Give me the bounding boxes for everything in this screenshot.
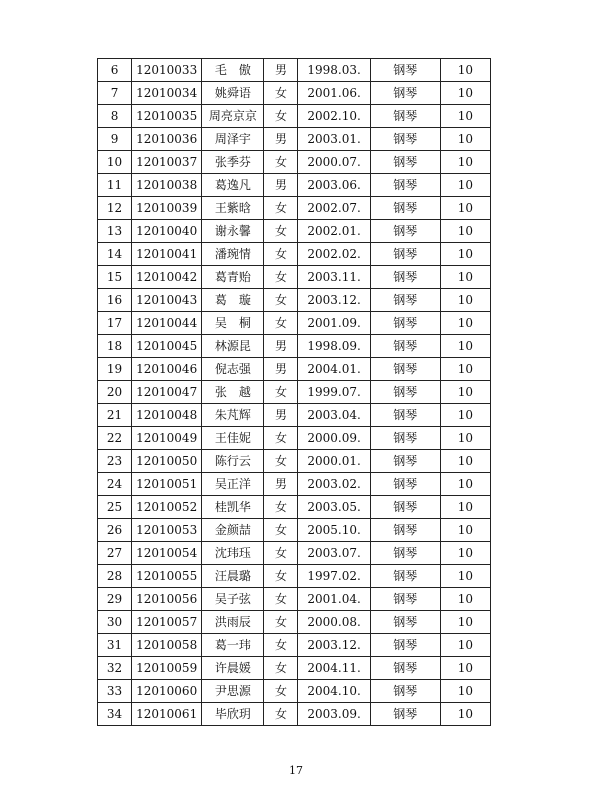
student-id-cell: 12010033: [132, 59, 202, 82]
birth-date-cell: 2003.04.: [298, 404, 370, 427]
score-cell: 10: [440, 82, 490, 105]
score-cell: 10: [440, 565, 490, 588]
score-cell: 10: [440, 404, 490, 427]
row-number-cell: 6: [98, 59, 132, 82]
student-name-cell: 潘琬情: [202, 243, 264, 266]
student-name-cell: 毛 傲: [202, 59, 264, 82]
row-number-cell: 25: [98, 496, 132, 519]
birth-date-cell: 2000.07.: [298, 151, 370, 174]
table-row: [98, 59, 491, 82]
gender-cell: 女: [264, 542, 298, 565]
gender-cell: 女: [264, 82, 298, 105]
student-id-cell: 12010037: [132, 151, 202, 174]
student-name-cell: 林源昆: [202, 335, 264, 358]
row-number-cell: 26: [98, 519, 132, 542]
student-name-cell: 金颜喆: [202, 519, 264, 542]
birth-date-cell: 2003.07.: [298, 542, 370, 565]
instrument-cell: 钢琴: [370, 611, 440, 634]
instrument-cell: 钢琴: [370, 404, 440, 427]
student-id-cell: 12010047: [132, 381, 202, 404]
gender-cell: 女: [264, 611, 298, 634]
instrument-cell: 钢琴: [370, 703, 440, 726]
instrument-cell: 钢琴: [370, 657, 440, 680]
score-cell: 10: [440, 174, 490, 197]
row-number-cell: 24: [98, 473, 132, 496]
gender-cell: 女: [264, 565, 298, 588]
instrument-cell: 钢琴: [370, 427, 440, 450]
instrument-cell: 钢琴: [370, 358, 440, 381]
student-name-cell: 吴 桐: [202, 312, 264, 335]
score-cell: 10: [440, 381, 490, 404]
score-cell: 10: [440, 243, 490, 266]
birth-date-cell: 2001.04.: [298, 588, 370, 611]
birth-date-cell: 2000.01.: [298, 450, 370, 473]
gender-cell: 女: [264, 519, 298, 542]
roster-body: [98, 59, 491, 726]
table-row: [98, 82, 491, 105]
gender-cell: 女: [264, 588, 298, 611]
student-id-cell: 12010060: [132, 680, 202, 703]
row-number-cell: 13: [98, 220, 132, 243]
student-name-cell: 吴正洋: [202, 473, 264, 496]
instrument-cell: 钢琴: [370, 473, 440, 496]
score-cell: 10: [440, 335, 490, 358]
instrument-cell: 钢琴: [370, 197, 440, 220]
gender-cell: 女: [264, 427, 298, 450]
student-name-cell: 许晨媛: [202, 657, 264, 680]
page-number: 17: [289, 764, 303, 777]
gender-cell: 女: [264, 450, 298, 473]
score-cell: 10: [440, 312, 490, 335]
gender-cell: 女: [264, 266, 298, 289]
birth-date-cell: 1998.09.: [298, 335, 370, 358]
birth-date-cell: 1998.03.: [298, 59, 370, 82]
row-number-cell: 22: [98, 427, 132, 450]
score-cell: 10: [440, 657, 490, 680]
instrument-cell: 钢琴: [370, 105, 440, 128]
score-cell: 10: [440, 588, 490, 611]
score-cell: 10: [440, 450, 490, 473]
table-row: [98, 542, 491, 565]
table-row: [98, 151, 491, 174]
table-row: [98, 220, 491, 243]
table-row: [98, 565, 491, 588]
gender-cell: 女: [264, 381, 298, 404]
birth-date-cell: 2003.02.: [298, 473, 370, 496]
birth-date-cell: 2003.12.: [298, 289, 370, 312]
table-row: [98, 243, 491, 266]
birth-date-cell: 2002.10.: [298, 105, 370, 128]
gender-cell: 女: [264, 657, 298, 680]
instrument-cell: 钢琴: [370, 565, 440, 588]
student-id-cell: 12010046: [132, 358, 202, 381]
student-name-cell: 吴子弦: [202, 588, 264, 611]
birth-date-cell: 2001.06.: [298, 82, 370, 105]
birth-date-cell: 2000.08.: [298, 611, 370, 634]
row-number-cell: 27: [98, 542, 132, 565]
student-id-cell: 12010044: [132, 312, 202, 335]
student-roster-table: [97, 58, 491, 726]
row-number-cell: 20: [98, 381, 132, 404]
student-name-cell: 葛青贻: [202, 266, 264, 289]
birth-date-cell: 2002.07.: [298, 197, 370, 220]
row-number-cell: 23: [98, 450, 132, 473]
instrument-cell: 钢琴: [370, 680, 440, 703]
student-id-cell: 12010036: [132, 128, 202, 151]
table-row: [98, 197, 491, 220]
student-name-cell: 倪志强: [202, 358, 264, 381]
instrument-cell: 钢琴: [370, 59, 440, 82]
table-row: [98, 473, 491, 496]
score-cell: 10: [440, 266, 490, 289]
score-cell: 10: [440, 611, 490, 634]
student-id-cell: 12010034: [132, 82, 202, 105]
row-number-cell: 21: [98, 404, 132, 427]
row-number-cell: 14: [98, 243, 132, 266]
birth-date-cell: 2004.01.: [298, 358, 370, 381]
student-name-cell: 沈玮珏: [202, 542, 264, 565]
gender-cell: 女: [264, 197, 298, 220]
birth-date-cell: 2003.12.: [298, 634, 370, 657]
instrument-cell: 钢琴: [370, 335, 440, 358]
table-row: [98, 128, 491, 151]
score-cell: 10: [440, 496, 490, 519]
row-number-cell: 7: [98, 82, 132, 105]
row-number-cell: 8: [98, 105, 132, 128]
instrument-cell: 钢琴: [370, 634, 440, 657]
instrument-cell: 钢琴: [370, 588, 440, 611]
gender-cell: 女: [264, 312, 298, 335]
gender-cell: 男: [264, 335, 298, 358]
table-row: [98, 312, 491, 335]
birth-date-cell: 2005.10.: [298, 519, 370, 542]
student-name-cell: 王佳妮: [202, 427, 264, 450]
row-number-cell: 29: [98, 588, 132, 611]
row-number-cell: 12: [98, 197, 132, 220]
gender-cell: 女: [264, 289, 298, 312]
student-id-cell: 12010045: [132, 335, 202, 358]
score-cell: 10: [440, 105, 490, 128]
instrument-cell: 钢琴: [370, 266, 440, 289]
score-cell: 10: [440, 473, 490, 496]
student-id-cell: 12010058: [132, 634, 202, 657]
score-cell: 10: [440, 634, 490, 657]
instrument-cell: 钢琴: [370, 312, 440, 335]
row-number-cell: 34: [98, 703, 132, 726]
student-id-cell: 12010040: [132, 220, 202, 243]
score-cell: 10: [440, 128, 490, 151]
row-number-cell: 30: [98, 611, 132, 634]
row-number-cell: 31: [98, 634, 132, 657]
score-cell: 10: [440, 427, 490, 450]
score-cell: 10: [440, 151, 490, 174]
birth-date-cell: 2000.09.: [298, 427, 370, 450]
birth-date-cell: 2004.10.: [298, 680, 370, 703]
birth-date-cell: 2003.09.: [298, 703, 370, 726]
student-name-cell: 葛逸凡: [202, 174, 264, 197]
table-row: [98, 105, 491, 128]
instrument-cell: 钢琴: [370, 220, 440, 243]
student-id-cell: 12010035: [132, 105, 202, 128]
student-id-cell: 12010038: [132, 174, 202, 197]
instrument-cell: 钢琴: [370, 151, 440, 174]
row-number-cell: 33: [98, 680, 132, 703]
student-id-cell: 12010043: [132, 289, 202, 312]
student-name-cell: 姚舜语: [202, 82, 264, 105]
gender-cell: 男: [264, 404, 298, 427]
student-name-cell: 桂凯华: [202, 496, 264, 519]
instrument-cell: 钢琴: [370, 243, 440, 266]
row-number-cell: 11: [98, 174, 132, 197]
gender-cell: 女: [264, 243, 298, 266]
student-name-cell: 洪雨辰: [202, 611, 264, 634]
student-name-cell: 谢永馨: [202, 220, 264, 243]
student-id-cell: 12010049: [132, 427, 202, 450]
instrument-cell: 钢琴: [370, 450, 440, 473]
student-id-cell: 12010042: [132, 266, 202, 289]
student-name-cell: 陈行云: [202, 450, 264, 473]
student-id-cell: 12010056: [132, 588, 202, 611]
student-name-cell: 张 越: [202, 381, 264, 404]
table-row: [98, 289, 491, 312]
student-id-cell: 12010059: [132, 657, 202, 680]
gender-cell: 男: [264, 358, 298, 381]
score-cell: 10: [440, 703, 490, 726]
table-row: [98, 427, 491, 450]
score-cell: 10: [440, 59, 490, 82]
table-row: [98, 588, 491, 611]
instrument-cell: 钢琴: [370, 128, 440, 151]
birth-date-cell: 2002.02.: [298, 243, 370, 266]
row-number-cell: 9: [98, 128, 132, 151]
gender-cell: 女: [264, 703, 298, 726]
table-row: [98, 634, 491, 657]
gender-cell: 女: [264, 220, 298, 243]
instrument-cell: 钢琴: [370, 289, 440, 312]
student-id-cell: 12010054: [132, 542, 202, 565]
table-row: [98, 335, 491, 358]
student-name-cell: 汪晨璐: [202, 565, 264, 588]
table-row: [98, 611, 491, 634]
birth-date-cell: 2003.06.: [298, 174, 370, 197]
row-number-cell: 17: [98, 312, 132, 335]
student-name-cell: 朱芃辉: [202, 404, 264, 427]
instrument-cell: 钢琴: [370, 519, 440, 542]
score-cell: 10: [440, 289, 490, 312]
gender-cell: 女: [264, 151, 298, 174]
row-number-cell: 10: [98, 151, 132, 174]
student-name-cell: 毕欣玥: [202, 703, 264, 726]
birth-date-cell: 2003.05.: [298, 496, 370, 519]
gender-cell: 女: [264, 680, 298, 703]
row-number-cell: 18: [98, 335, 132, 358]
instrument-cell: 钢琴: [370, 542, 440, 565]
table-row: [98, 657, 491, 680]
table-row: [98, 680, 491, 703]
birth-date-cell: 2002.01.: [298, 220, 370, 243]
student-name-cell: 周亮京京: [202, 105, 264, 128]
gender-cell: 男: [264, 473, 298, 496]
student-id-cell: 12010053: [132, 519, 202, 542]
row-number-cell: 15: [98, 266, 132, 289]
birth-date-cell: 1999.07.: [298, 381, 370, 404]
table-row: [98, 174, 491, 197]
student-name-cell: 张季芬: [202, 151, 264, 174]
row-number-cell: 19: [98, 358, 132, 381]
student-id-cell: 12010057: [132, 611, 202, 634]
row-number-cell: 16: [98, 289, 132, 312]
table-row: [98, 703, 491, 726]
student-name-cell: 尹思源: [202, 680, 264, 703]
birth-date-cell: 2003.01.: [298, 128, 370, 151]
instrument-cell: 钢琴: [370, 82, 440, 105]
score-cell: 10: [440, 358, 490, 381]
gender-cell: 女: [264, 496, 298, 519]
student-id-cell: 12010061: [132, 703, 202, 726]
score-cell: 10: [440, 542, 490, 565]
gender-cell: 男: [264, 59, 298, 82]
instrument-cell: 钢琴: [370, 496, 440, 519]
gender-cell: 女: [264, 634, 298, 657]
birth-date-cell: 2001.09.: [298, 312, 370, 335]
score-cell: 10: [440, 680, 490, 703]
birth-date-cell: 2004.11.: [298, 657, 370, 680]
student-name-cell: 周泽宇: [202, 128, 264, 151]
gender-cell: 男: [264, 174, 298, 197]
student-id-cell: 12010050: [132, 450, 202, 473]
student-id-cell: 12010051: [132, 473, 202, 496]
table-row: [98, 496, 491, 519]
table-row: [98, 266, 491, 289]
table-row: [98, 519, 491, 542]
instrument-cell: 钢琴: [370, 381, 440, 404]
row-number-cell: 32: [98, 657, 132, 680]
score-cell: 10: [440, 519, 490, 542]
student-name-cell: 葛 璇: [202, 289, 264, 312]
birth-date-cell: 1997.02.: [298, 565, 370, 588]
row-number-cell: 28: [98, 565, 132, 588]
student-id-cell: 12010041: [132, 243, 202, 266]
instrument-cell: 钢琴: [370, 174, 440, 197]
table-row: [98, 404, 491, 427]
score-cell: 10: [440, 220, 490, 243]
table-row: [98, 450, 491, 473]
student-name-cell: 王紫晗: [202, 197, 264, 220]
student-id-cell: 12010048: [132, 404, 202, 427]
birth-date-cell: 2003.11.: [298, 266, 370, 289]
table-row: [98, 358, 491, 381]
student-id-cell: 12010039: [132, 197, 202, 220]
gender-cell: 男: [264, 128, 298, 151]
gender-cell: 女: [264, 105, 298, 128]
student-id-cell: 12010052: [132, 496, 202, 519]
table-row: [98, 381, 491, 404]
student-id-cell: 12010055: [132, 565, 202, 588]
score-cell: 10: [440, 197, 490, 220]
student-name-cell: 葛一玮: [202, 634, 264, 657]
